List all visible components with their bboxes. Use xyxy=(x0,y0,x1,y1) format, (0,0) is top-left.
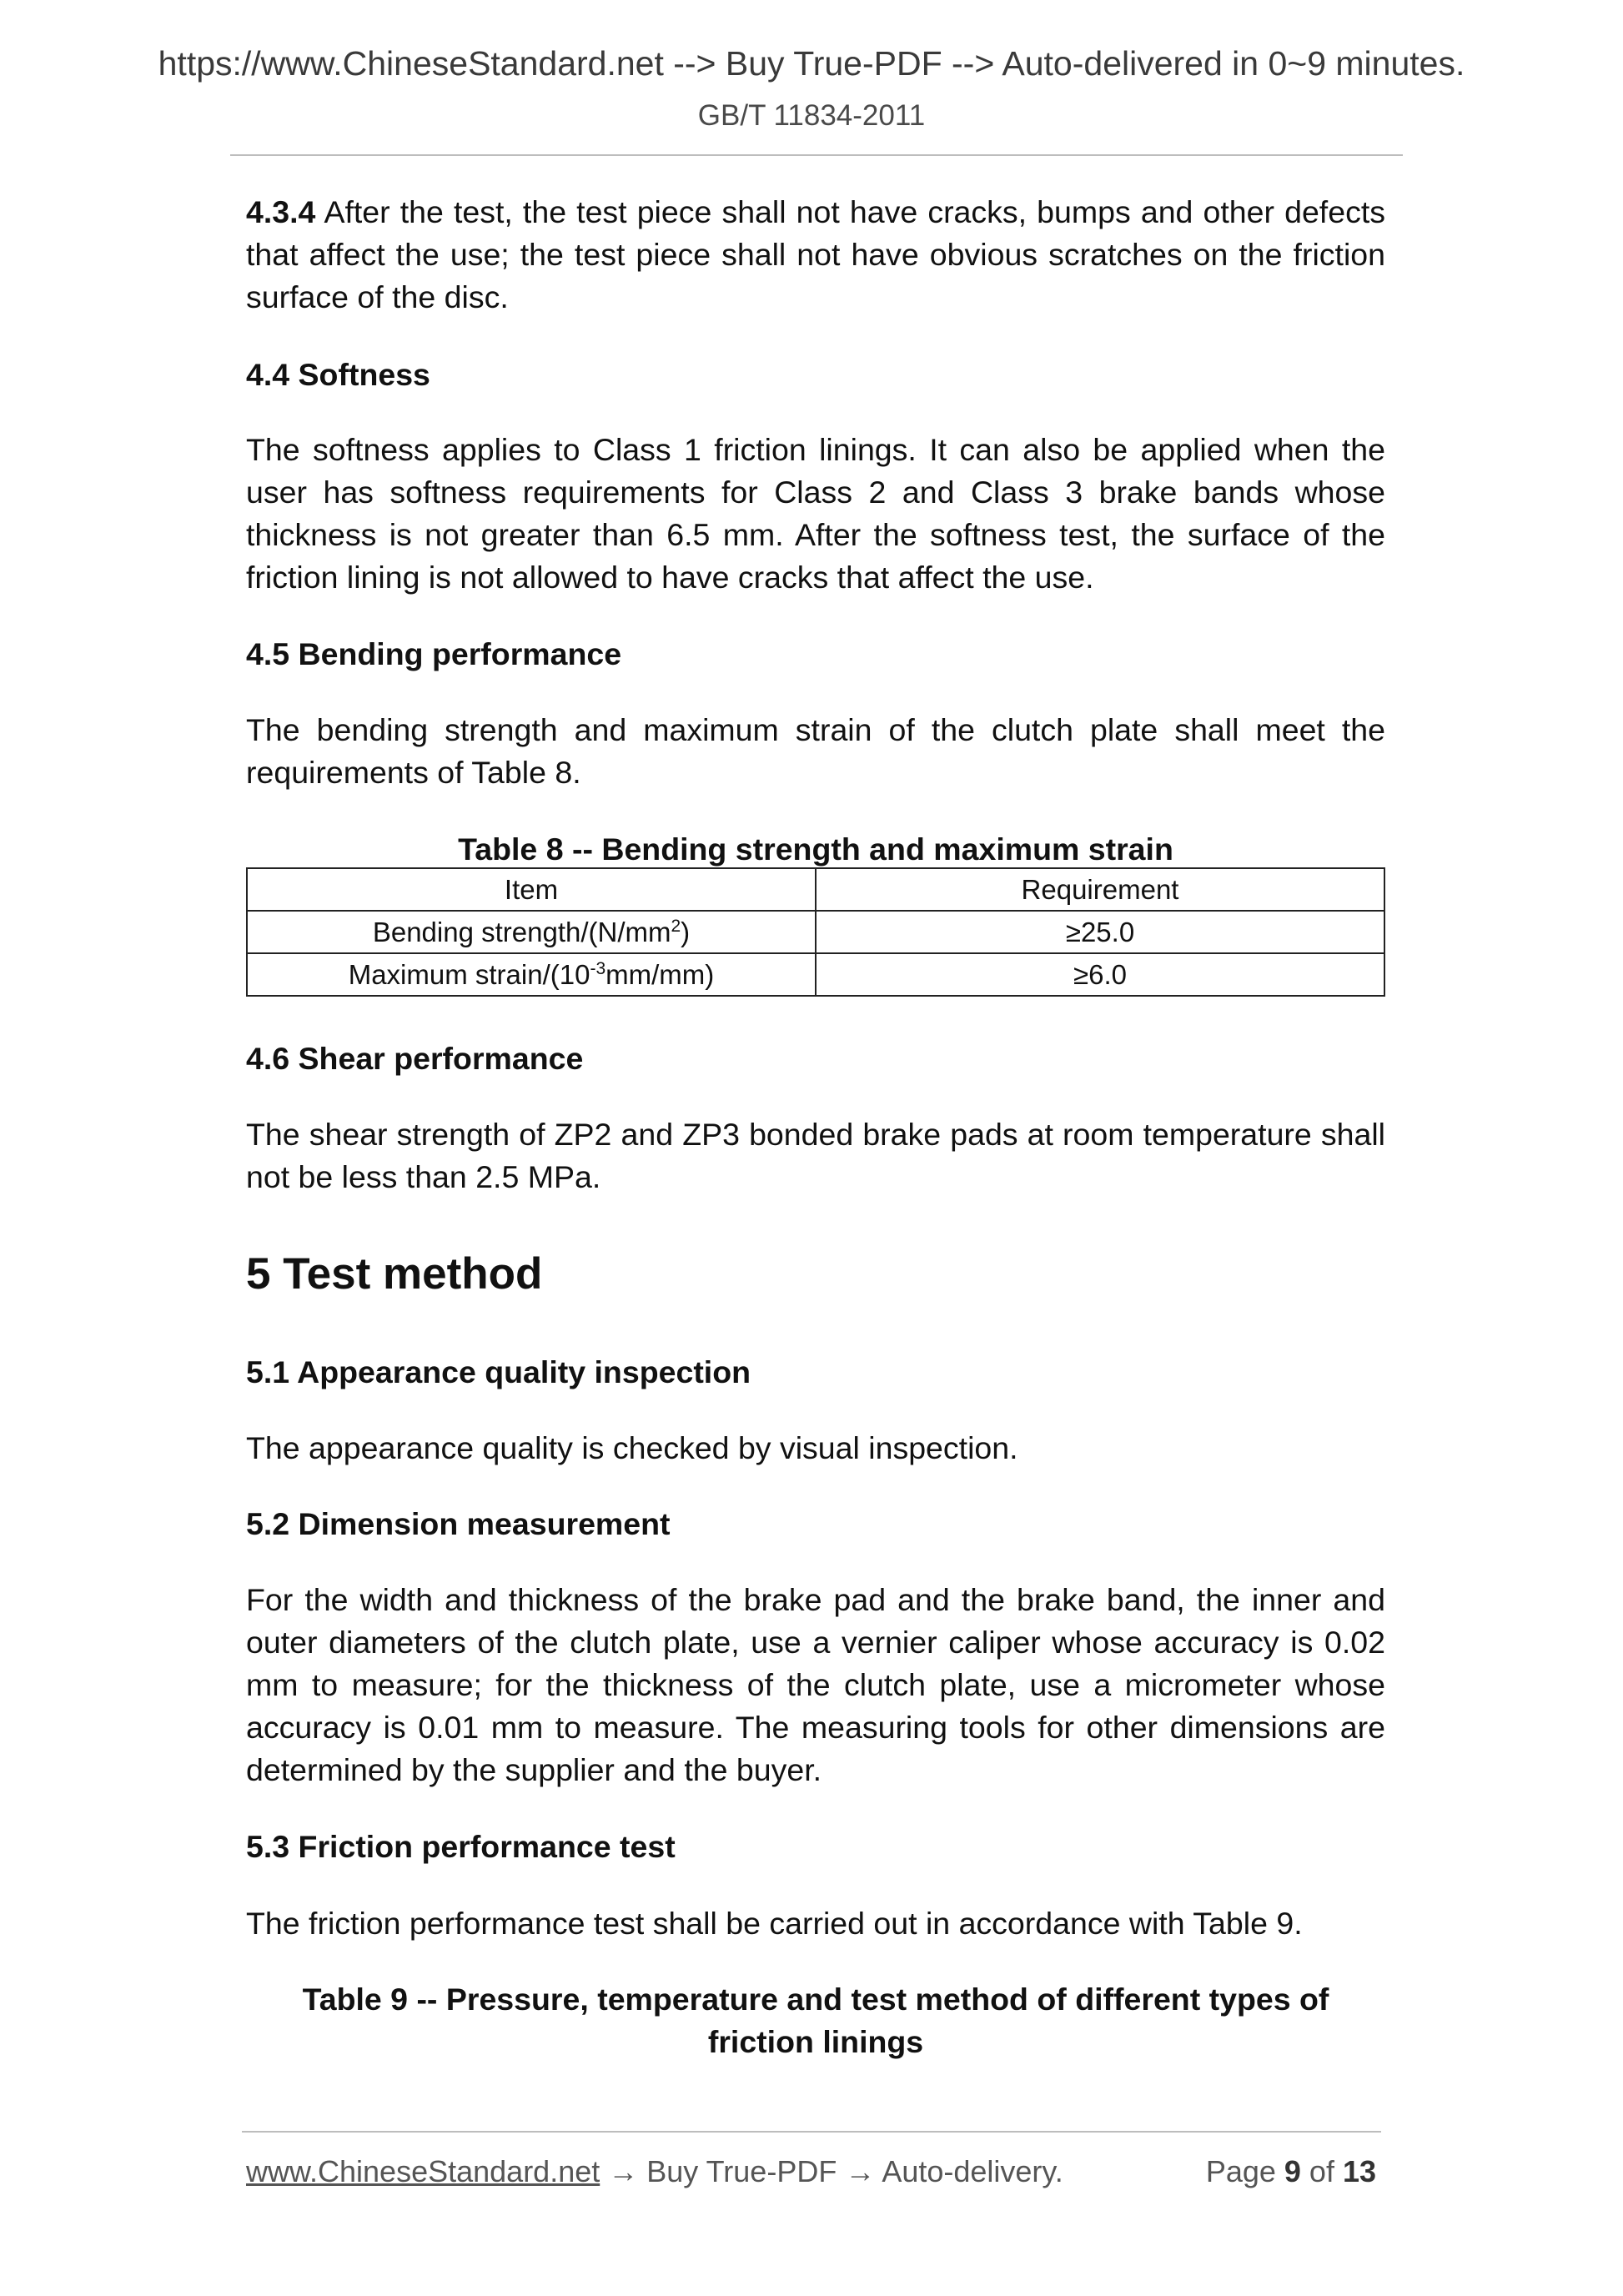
softness-paragraph: The softness applies to Class 1 friction linings. It can also be applied when the user has softness requirements for Class 2 and Class 3 brake bands whose thickness is not greater than 6.5 mm. After the softness test, the surface of the friction lining is not allowed to have cracks that affect the use. xyxy=(246,432,1385,595)
header-cell-requirement: Requirement xyxy=(816,868,1384,911)
cell-item: Maximum strain/$(10^{-3}mm/mm)$ xyxy=(247,953,816,996)
table-8-caption: Table 8 -- Bending strength and maximum strain xyxy=(458,831,1173,867)
header-standard-number: GB/T 11834-2011 xyxy=(697,99,926,132)
page-total: 13 xyxy=(1342,2154,1376,2188)
clause-4-3-4 xyxy=(246,191,1385,319)
header-url-line: https://www.ChineseStandard.net --> Buy True-PDF --> Auto-delivered in 0~9 minutes. xyxy=(158,44,1465,83)
appearance-paragraph: The appearance quality is checked by visual inspection. xyxy=(246,1430,1018,1465)
table-header-row xyxy=(247,868,1384,911)
clause-text: After the test, the test piece shall not have cracks, bumps and other defects that affect the use; the test piece shall not have obvious scratches on the friction surface of the disc. xyxy=(246,194,1385,314)
heading-5-1: 5.1 Appearance quality inspection xyxy=(246,1354,751,1389)
table-8 xyxy=(246,867,1385,997)
heading-5-2: 5.2 Dimension measurement xyxy=(246,1506,671,1541)
clause-number: 4.3.4 xyxy=(246,194,316,229)
heading-4-5: 4.5 Bending performance xyxy=(246,636,622,671)
table-row xyxy=(247,911,1384,953)
table-9-caption-line-2: friction linings xyxy=(707,2024,924,2059)
header-divider xyxy=(230,154,1403,156)
page-indicator: Page 9 of 13 xyxy=(1205,2154,1376,2188)
heading-4-6: 4.6 Shear performance xyxy=(246,1041,584,1076)
heading-4-4: 4.4 Softness xyxy=(246,357,430,392)
table-row xyxy=(247,953,1384,996)
dimension-paragraph: For the width and thickness of the brake pad and the brake band, the inner and outer diameters of the clutch plate, use a vernier caliper whose accuracy is 0.02 mm to measure; for the thickness of the clutch plate, use a micrometer whose accuracy is 0.01 mm to measure. The measuring tools for other dimensions are determined by the supplier and the buyer. xyxy=(246,1582,1385,1787)
footer-divider xyxy=(242,2131,1381,2133)
table-9-caption xyxy=(246,1978,1385,2063)
header-cell-item: Item xyxy=(247,868,816,911)
heading-5: 5 Test method xyxy=(246,1249,543,1299)
friction-paragraph: The friction performance test shall be carried out in accordance with Table 9. xyxy=(246,1906,1303,1941)
cell-item: Bending strength/$(N/mm^2)$ xyxy=(247,911,816,953)
page-number: 9 xyxy=(1284,2154,1301,2188)
bending-paragraph: The bending strength and maximum strain of the clutch plate shall meet the requirements of Table 8. xyxy=(246,712,1385,790)
cell-requirement: ≥6.0 xyxy=(816,953,1384,996)
cell-requirement: ≥25.0 xyxy=(816,911,1384,953)
heading-5-3: 5.3 Friction performance test xyxy=(246,1829,676,1864)
table-9-caption-line-1: Table 9 -- Pressure, temperature and test method of different types of xyxy=(302,1982,1329,2017)
footer-site-link[interactable]: www.ChineseStandard.net xyxy=(246,2154,600,2188)
shear-paragraph: The shear strength of ZP2 and ZP3 bonded brake pads at room temperature shall not be less than 2.5 MPa. xyxy=(246,1117,1385,1194)
footer-promo xyxy=(246,2153,1063,2189)
footer-promo-text: → Buy True-PDF → Auto-delivery. xyxy=(600,2154,1063,2188)
